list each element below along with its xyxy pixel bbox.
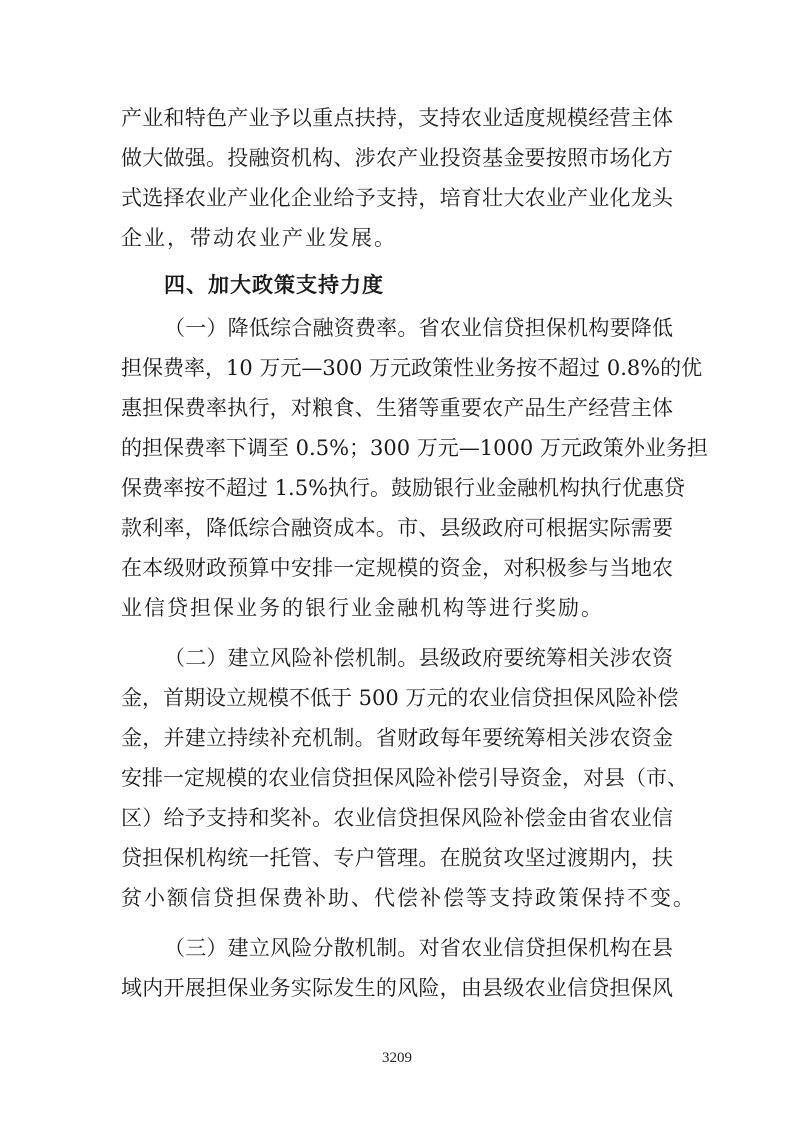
body-text-line: 保费率按不超过 1.5%执行。鼓励银行业金融机构执行优惠贷 <box>121 476 686 500</box>
body-text-line: 业信贷担保业务的银行业金融机构等进行奖励。 <box>121 596 604 620</box>
body-text-line: 安排一定规模的农业信贷担保风险补偿引导资金，对县（市、 <box>121 766 688 790</box>
body-text-line: 的担保费率下调至 0.5%；300 万元—1000 万元政策外业务担 <box>121 436 708 460</box>
body-text-line: 惠担保费率执行，对粮食、生猪等重要农产品生产经营主体 <box>121 396 673 420</box>
body-text-line: 在本级财政预算中安排一定规模的资金，对积极参与当地农 <box>121 556 673 580</box>
paragraph-lead-line: （三）建立风险分散机制。对省农业信贷担保机构在县 <box>164 936 673 960</box>
body-text-line: 产业和特色产业予以重点扶持，支持农业适度规模经营主体 <box>121 106 673 130</box>
body-text-line: 域内开展担保业务实际发生的风险，由县级农业信贷担保风 <box>121 976 673 1000</box>
body-text-line: 金，首期设立规模不低于 500 万元的农业信贷担保风险补偿 <box>121 686 679 710</box>
body-text-line: 做大做强。投融资机构、涉农产业投资基金要按照市场化方 <box>121 146 673 170</box>
section-heading: 四、加大政策支持力度 <box>164 273 384 297</box>
body-text-line: 贷担保机构统一托管、专户管理。在脱贫攻坚过渡期内，扶 <box>121 846 673 870</box>
body-text-line: 贫小额信贷担保费补助、代偿补偿等支持政策保持不变。 <box>121 886 696 910</box>
paragraph-lead-line: （二）建立风险补偿机制。县级政府要统筹相关涉农资 <box>164 646 673 670</box>
body-text-line: 金，并建立持续补充机制。省财政每年要统筹相关涉农资金 <box>121 726 673 750</box>
body-text-line: 担保费率，10 万元—300 万元政策性业务按不超过 0.8%的优 <box>121 356 703 380</box>
body-text-line: 式选择农业产业化企业给予支持，培育壮大农业产业化龙头 <box>121 186 673 210</box>
body-text-line: 企业，带动农业产业发展。 <box>121 226 397 250</box>
body-text-line: 款利率，降低综合融资成本。市、县级政府可根据实际需要 <box>121 516 673 540</box>
body-text-line: 区）给予支持和奖补。农业信贷担保风险补偿金由省农业信 <box>121 806 673 830</box>
page-number: 3209 <box>382 1050 412 1066</box>
paragraph-lead-line: （一）降低综合融资费率。省农业信贷担保机构要降低 <box>164 316 673 340</box>
